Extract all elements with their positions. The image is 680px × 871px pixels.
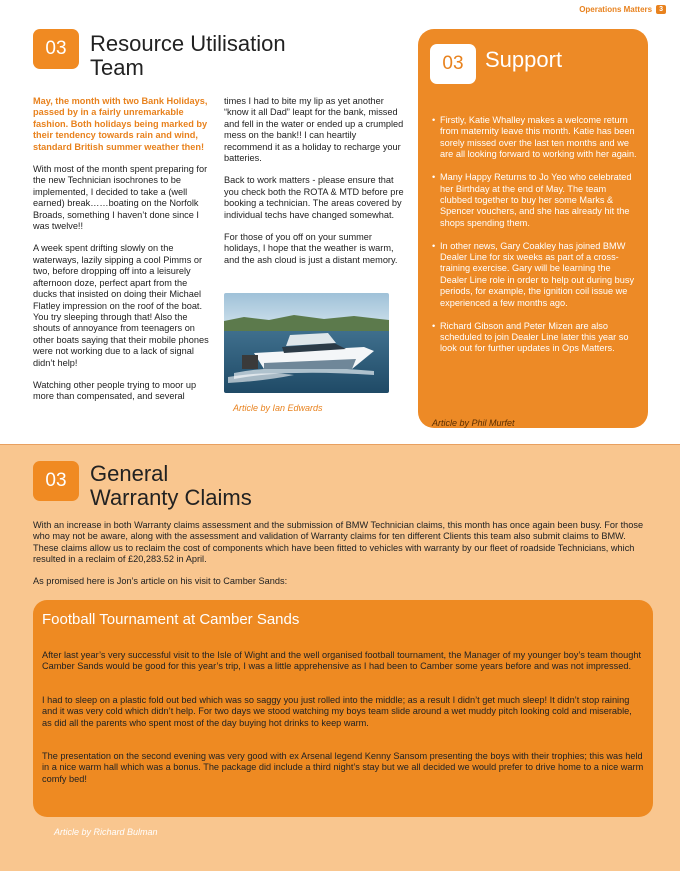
section-divider — [0, 444, 680, 445]
support-panel — [418, 29, 648, 428]
warranty-section — [0, 444, 680, 871]
resource-title: Resource Utilisation Team — [90, 31, 286, 80]
football-title: Football Tournament at Camber Sands — [42, 611, 300, 628]
list-item: • Many Happy Returns to Jo Yeo who celebrated her Birthday at the end of May. The team clubbed together to buy her some Marks & Spencer vouchers, and she has already hit the shops spending them. — [432, 172, 637, 229]
list-item: • Richard Gibson and Peter Mizen are also scheduled to join Dealer Line later this year so look out for further updates in Ops Matters. — [432, 321, 637, 355]
section-badge-warranty: 03 — [33, 461, 79, 501]
warranty-paragraph: With an increase in both Warranty claims assessment and the submission of BMW Technician claims, this month has once again been busy. For those who may not be aware, along with the assessment and validation of Warranty claims for ten different Clients this team also submit claims to BMW. These claims allow us to reclaim the cost of components which have been fitted to vehicles with warranty by our fleet of roadside Technicians, which resulted in a reclaim of £20,283.52 in April. — [33, 520, 644, 565]
football-paragraph: I had to sleep on a plastic fold out bed which was so saggy you just rolled into the middle; as a result I didn’t get much sleep! It didn’t stop raining and it was very cold which didn’t help. For two days we stood watching my boys team slide around a wet muddy pitch looking cold and miserable, as did all the parents who spent most of the day buying hot drinks to keep warm. — [42, 694, 632, 728]
resource-paragraph: times I had to bite my lip as yet another “know it all Dad” leapt for the bank, missed and fell in the water or ended up a crumpled mess on the bank!! I can heartily recommend it as a holiday to recharge your batteries. — [224, 96, 404, 164]
list-item: • In other news, Gary Coakley has joined BMW Dealer Line for six weeks as part of a cross-training exercise. Gary will be learning the Dealer Line role in order to help out during busy periods, for example, the ignition coil issue we experienced a few months ago. — [432, 241, 637, 309]
resource-paragraph: A week spent drifting slowly on the waterways, lazily sipping a cool Pimms or two, before dropping off into a leisurely afternoon doze, perfect apart from the ducks that insisted on doing their Michael Flatley impression on the roof of the boat. You try sleeping through that! Also the shouts of annoyance from teenagers on other boats saying that their mobile phones were not working due to a lack of signal didn’t help! — [33, 243, 209, 368]
support-title: Support — [485, 47, 563, 72]
page-number: 3 — [656, 5, 666, 14]
support-list — [432, 115, 637, 366]
warranty-paragraph: As promised here is Jon’s article on his visit to Camber Sands: — [33, 575, 288, 586]
resource-paragraph: With most of the month spent preparing for the new Technician isochrones to be implemented, I decided to take a (well earned) break……boating on the Norfolk Broads, something I haven’t done since I was twelve!! — [33, 164, 208, 232]
section-badge-resource: 03 — [33, 29, 79, 69]
resource-left-column — [33, 96, 213, 414]
football-body — [42, 650, 644, 807]
football-paragraph: After last year’s very successful visit to the Isle of Wight and the well organised football tournament, the Manager of my younger boy’s team thought Camber Sands would be good for this year’s trip, I was a little apprehensive as I had been to Camber some years before and was not impressed. — [42, 650, 642, 672]
football-panel — [33, 600, 653, 817]
boat-photo — [224, 293, 389, 393]
warranty-title: General Warranty Claims — [90, 461, 252, 510]
football-caption: Article by Richard Bulman — [54, 827, 158, 837]
resource-paragraph: Back to work matters - please ensure that you check both the ROTA & MTD before pre booking a technician. The areas covered by individual techs have changed somewhat. — [224, 175, 404, 220]
resource-intro: May, the month with two Bank Holidays, passed by in a fairly unremarkable fashion. Both holidays being marked by their tendency towards rain and wind, standard British summer weather then! — [33, 96, 208, 152]
boat-illustration — [224, 293, 389, 393]
resource-paragraph: For those of you off on your summer holidays, I hope that the weather is warm, and the ash cloud is just a distant memory. — [224, 232, 398, 265]
resource-paragraph: Watching other people trying to moor up more than compensated, and several — [33, 379, 197, 402]
list-item: • Firstly, Katie Whalley makes a welcome return from maternity leave this month. Katie has been sorely missed over the last ten months and we are all looking forward to working with her again. — [432, 115, 637, 161]
running-header-title: Operations Matters — [579, 5, 653, 14]
section-badge-support: 03 — [430, 44, 476, 84]
running-header — [579, 5, 666, 14]
resource-caption: Article by Ian Edwards — [233, 403, 323, 413]
warranty-body — [33, 520, 653, 597]
support-caption: Article by Phil Murfet — [432, 418, 515, 428]
resource-right-column — [224, 96, 404, 277]
football-paragraph: The presentation on the second evening was very good with ex Arsenal legend Kenny Sansom presenting the boys with their trophies; this was held in a nice warm hall which was a bonus. The package did include a third night’s stay but we all decided we would prefer to drive home to a nice warm comfy bed! — [42, 751, 644, 784]
